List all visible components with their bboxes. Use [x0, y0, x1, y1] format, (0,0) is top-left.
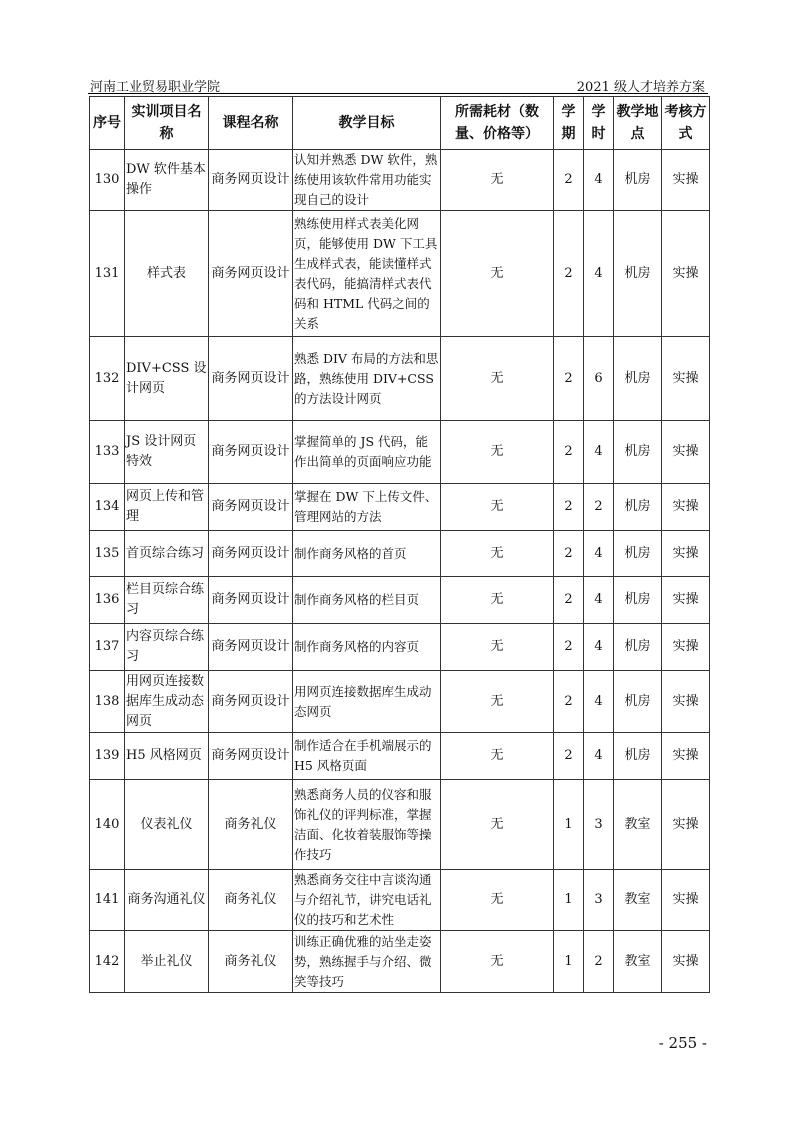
cell-materials: 无 — [441, 484, 554, 531]
cell-course: 商务网页设计 — [209, 733, 293, 780]
cell-hours: 2 — [584, 931, 614, 993]
cell-no: 135 — [90, 531, 125, 577]
cell-hours: 4 — [584, 671, 614, 733]
cell-no: 142 — [90, 931, 125, 993]
table-row — [90, 484, 710, 531]
cell-course: 商务礼仪 — [209, 870, 293, 931]
training-projects-table — [89, 96, 710, 993]
cell-project: 内容页综合练习 — [125, 624, 209, 671]
cell-project: 网页上传和管理 — [125, 484, 209, 531]
cell-location: 机房 — [614, 671, 662, 733]
cell-no: 132 — [90, 337, 125, 421]
cell-course: 商务网页设计 — [209, 337, 293, 421]
cell-term: 2 — [554, 484, 584, 531]
cell-goal: 熟练使用样式表美化网页，能够使用 DW 下工具生成样式表，能读懂样式表代码，能搞清样式表代码和 HTML 代码之间的关系 — [293, 211, 441, 337]
cell-hours: 3 — [584, 780, 614, 870]
col-header-hours: 学时 — [584, 97, 614, 150]
col-header-materials: 所需耗材（数量、价格等） — [441, 97, 554, 150]
cell-location: 机房 — [614, 150, 662, 211]
table-row — [90, 421, 710, 484]
cell-course: 商务网页设计 — [209, 531, 293, 577]
cell-project: 商务沟通礼仪 — [125, 870, 209, 931]
cell-course: 商务网页设计 — [209, 150, 293, 211]
table-row — [90, 211, 710, 337]
cell-project: 举止礼仪 — [125, 931, 209, 993]
cell-goal: 制作商务风格的栏目页 — [293, 577, 441, 624]
page-number: - 255 - — [658, 1034, 707, 1052]
cell-goal: 熟悉商务人员的仪容和服饰礼仪的评判标准，掌握洁面、化妆着装服饰等操作技巧 — [293, 780, 441, 870]
cell-course: 商务网页设计 — [209, 624, 293, 671]
cell-location: 机房 — [614, 421, 662, 484]
cell-goal: 熟悉商务交往中言谈沟通与介绍礼节，讲究电话礼仪的技巧和艺术性 — [293, 870, 441, 931]
cell-no: 139 — [90, 733, 125, 780]
cell-location: 机房 — [614, 484, 662, 531]
cell-materials: 无 — [441, 780, 554, 870]
cell-term: 2 — [554, 577, 584, 624]
col-header-no: 序号 — [90, 97, 125, 150]
cell-materials: 无 — [441, 337, 554, 421]
cell-course: 商务网页设计 — [209, 577, 293, 624]
cell-hours: 3 — [584, 870, 614, 931]
header-school-name: 河南工业贸易职业学院 — [90, 80, 221, 95]
cell-assess: 实操 — [662, 780, 710, 870]
cell-location: 机房 — [614, 531, 662, 577]
cell-course: 商务礼仪 — [209, 931, 293, 993]
col-header-location: 教学地点 — [614, 97, 662, 150]
cell-goal: 掌握在 DW 下上传文件、管理网站的方法 — [293, 484, 441, 531]
cell-assess: 实操 — [662, 421, 710, 484]
col-header-project: 实训项目名称 — [125, 97, 209, 150]
cell-goal: 掌握简单的 JS 代码，能作出简单的页面响应功能 — [293, 421, 441, 484]
table-header-row — [90, 97, 710, 150]
cell-no: 140 — [90, 780, 125, 870]
cell-hours: 4 — [584, 577, 614, 624]
cell-materials: 无 — [441, 733, 554, 780]
cell-project: DW 软件基本操作 — [125, 150, 209, 211]
cell-assess: 实操 — [662, 671, 710, 733]
cell-no: 134 — [90, 484, 125, 531]
cell-project: 样式表 — [125, 211, 209, 337]
cell-materials: 无 — [441, 624, 554, 671]
cell-no: 130 — [90, 150, 125, 211]
cell-hours: 6 — [584, 337, 614, 421]
col-header-course: 课程名称 — [209, 97, 293, 150]
cell-materials: 无 — [441, 531, 554, 577]
cell-term: 1 — [554, 780, 584, 870]
cell-no: 131 — [90, 211, 125, 337]
cell-location: 机房 — [614, 337, 662, 421]
cell-hours: 2 — [584, 484, 614, 531]
cell-term: 2 — [554, 733, 584, 780]
cell-project: 仪表礼仪 — [125, 780, 209, 870]
cell-materials: 无 — [441, 577, 554, 624]
table-row — [90, 780, 710, 870]
cell-goal: 训练正确优雅的站坐走姿势，熟练握手与介绍、微笑等技巧 — [293, 931, 441, 993]
cell-hours: 4 — [584, 421, 614, 484]
cell-location: 机房 — [614, 624, 662, 671]
cell-materials: 无 — [441, 150, 554, 211]
cell-no: 133 — [90, 421, 125, 484]
cell-materials: 无 — [441, 870, 554, 931]
table-row — [90, 624, 710, 671]
cell-hours: 4 — [584, 531, 614, 577]
cell-materials: 无 — [441, 421, 554, 484]
table-row — [90, 931, 710, 993]
cell-goal: 制作商务风格的内容页 — [293, 624, 441, 671]
cell-assess: 实操 — [662, 931, 710, 993]
cell-term: 2 — [554, 671, 584, 733]
cell-course: 商务网页设计 — [209, 421, 293, 484]
cell-term: 2 — [554, 211, 584, 337]
cell-term: 2 — [554, 150, 584, 211]
table-row — [90, 671, 710, 733]
table-row — [90, 150, 710, 211]
cell-assess: 实操 — [662, 733, 710, 780]
cell-materials: 无 — [441, 671, 554, 733]
cell-location: 教室 — [614, 780, 662, 870]
header-divider — [88, 93, 708, 94]
cell-assess: 实操 — [662, 150, 710, 211]
cell-term: 2 — [554, 337, 584, 421]
cell-project: 栏目页综合练习 — [125, 577, 209, 624]
cell-hours: 4 — [584, 211, 614, 337]
cell-course: 商务网页设计 — [209, 484, 293, 531]
col-header-assess: 考核方式 — [662, 97, 710, 150]
table-row — [90, 337, 710, 421]
cell-hours: 4 — [584, 733, 614, 780]
cell-goal: 制作适合在手机端展示的 H5 风格页面 — [293, 733, 441, 780]
cell-project: 用网页连接数据库生成动态网页 — [125, 671, 209, 733]
cell-location: 机房 — [614, 733, 662, 780]
cell-no: 141 — [90, 870, 125, 931]
cell-goal: 认知并熟悉 DW 软件，熟练使用该软件常用功能实现自己的设计 — [293, 150, 441, 211]
cell-location: 机房 — [614, 211, 662, 337]
cell-no: 136 — [90, 577, 125, 624]
cell-location: 教室 — [614, 870, 662, 931]
cell-no: 138 — [90, 671, 125, 733]
cell-goal: 制作商务风格的首页 — [293, 531, 441, 577]
cell-assess: 实操 — [662, 577, 710, 624]
cell-course: 商务礼仪 — [209, 780, 293, 870]
col-header-term: 学期 — [554, 97, 584, 150]
cell-hours: 4 — [584, 150, 614, 211]
cell-goal: 用网页连接数据库生成动态网页 — [293, 671, 441, 733]
cell-term: 1 — [554, 870, 584, 931]
cell-term: 2 — [554, 531, 584, 577]
cell-course: 商务网页设计 — [209, 211, 293, 337]
cell-no: 137 — [90, 624, 125, 671]
table-row — [90, 870, 710, 931]
cell-term: 1 — [554, 931, 584, 993]
cell-location: 机房 — [614, 577, 662, 624]
cell-assess: 实操 — [662, 624, 710, 671]
cell-project: H5 风格网页 — [125, 733, 209, 780]
cell-assess: 实操 — [662, 484, 710, 531]
table-row — [90, 577, 710, 624]
cell-hours: 4 — [584, 624, 614, 671]
cell-term: 2 — [554, 421, 584, 484]
cell-project: 首页综合练习 — [125, 531, 209, 577]
cell-materials: 无 — [441, 931, 554, 993]
col-header-goal: 教学目标 — [293, 97, 441, 150]
table-row — [90, 531, 710, 577]
cell-location: 教室 — [614, 931, 662, 993]
cell-assess: 实操 — [662, 531, 710, 577]
table-row — [90, 733, 710, 780]
cell-course: 商务网页设计 — [209, 671, 293, 733]
cell-assess: 实操 — [662, 870, 710, 931]
cell-project: JS 设计网页特效 — [125, 421, 209, 484]
cell-goal: 熟悉 DIV 布局的方法和思路，熟练使用 DIV+CSS 的方法设计网页 — [293, 337, 441, 421]
cell-assess: 实操 — [662, 337, 710, 421]
cell-project: DIV+CSS 设计网页 — [125, 337, 209, 421]
cell-materials: 无 — [441, 211, 554, 337]
header-plan-title: 2021 级人才培养方案 — [576, 80, 705, 95]
cell-assess: 实操 — [662, 211, 710, 337]
cell-term: 2 — [554, 624, 584, 671]
